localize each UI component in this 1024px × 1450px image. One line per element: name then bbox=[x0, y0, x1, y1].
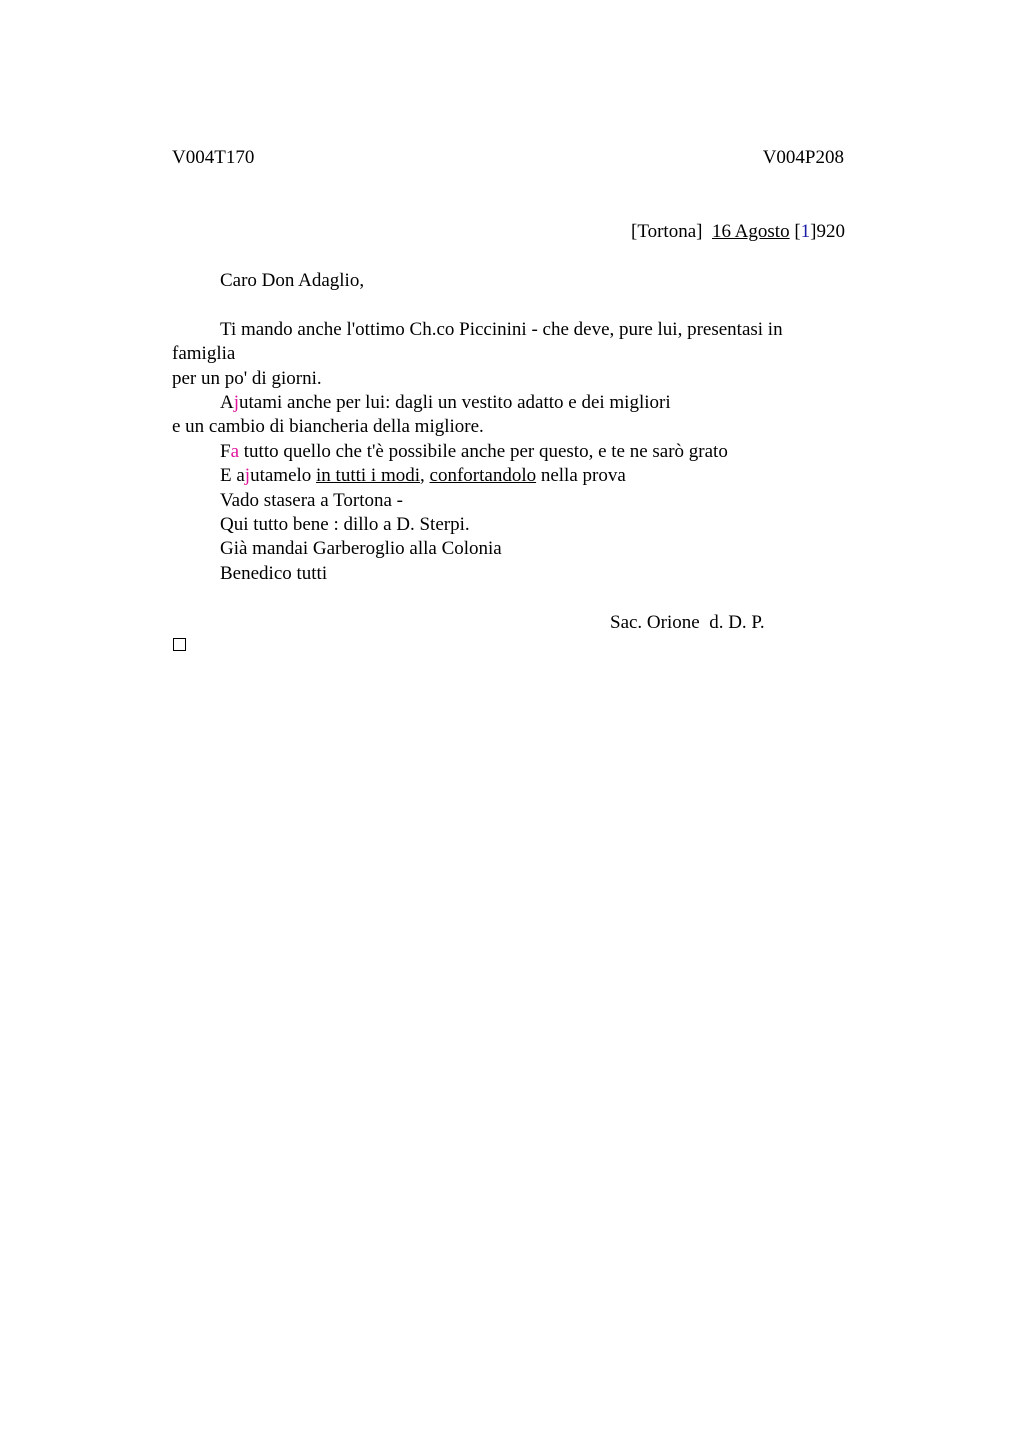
body-line-10: Già mandai Garberoglio alla Colonia bbox=[220, 538, 502, 559]
body-line-7-end: nella prova bbox=[536, 465, 626, 486]
body-line-4-a: A bbox=[220, 392, 234, 413]
salutation: Caro Don Adaglio, bbox=[220, 270, 365, 291]
body-line-7 bbox=[220, 464, 626, 488]
signature: Sac. Orione d. D. P. bbox=[610, 612, 765, 633]
dateline bbox=[631, 220, 845, 244]
body-line-6 bbox=[220, 440, 728, 464]
body-line-1: Ti mando anche l'ottimo Ch.co Piccinini - che deve, pure lui, presentasi in bbox=[220, 319, 783, 340]
body-line-7-j-highlight: j bbox=[244, 465, 251, 486]
dateline-year: ]920 bbox=[810, 221, 845, 242]
body-line-4 bbox=[220, 391, 671, 415]
body-line-2: famiglia bbox=[172, 343, 236, 364]
body-line-5: e un cambio di biancheria della migliore. bbox=[172, 416, 484, 437]
page-code-right: V004P208 bbox=[762, 147, 844, 168]
dateline-bracket-open: [ bbox=[794, 221, 801, 242]
body-line-9: Qui tutto bene : dillo a D. Sterpi. bbox=[220, 514, 470, 535]
body-line-6-a-highlight: a bbox=[230, 441, 240, 462]
checkbox-square-icon bbox=[173, 638, 186, 651]
dateline-place: [Tortona] bbox=[631, 221, 703, 242]
body-line-7-mid: utamelo bbox=[250, 465, 317, 486]
body-line-6-rest: tutto quello che t'è possibile anche per questo, e te ne sarò grato bbox=[239, 441, 728, 462]
body-line-11: Benedico tutti bbox=[220, 563, 328, 584]
body-line-6-f: F bbox=[220, 441, 231, 462]
dateline-date: 16 Agosto bbox=[711, 221, 790, 242]
body-line-7-underline-2: confortandolo bbox=[429, 465, 537, 486]
body-line-4-j-highlight: j bbox=[233, 392, 240, 413]
body-line-3: per un po' di giorni. bbox=[172, 368, 322, 389]
dateline-restored-digit: 1 bbox=[800, 221, 811, 242]
body-line-7-start: E a bbox=[220, 465, 245, 486]
body-line-4-rest: utami anche per lui: dagli un vestito adatto e dei migliori bbox=[239, 392, 671, 413]
body-line-7-underline-1: in tutti i modi bbox=[316, 465, 421, 486]
body-line-8: Vado stasera a Tortona - bbox=[220, 490, 403, 511]
volume-code-left: V004T170 bbox=[172, 147, 255, 168]
body-line-7-comma: , bbox=[420, 465, 430, 486]
